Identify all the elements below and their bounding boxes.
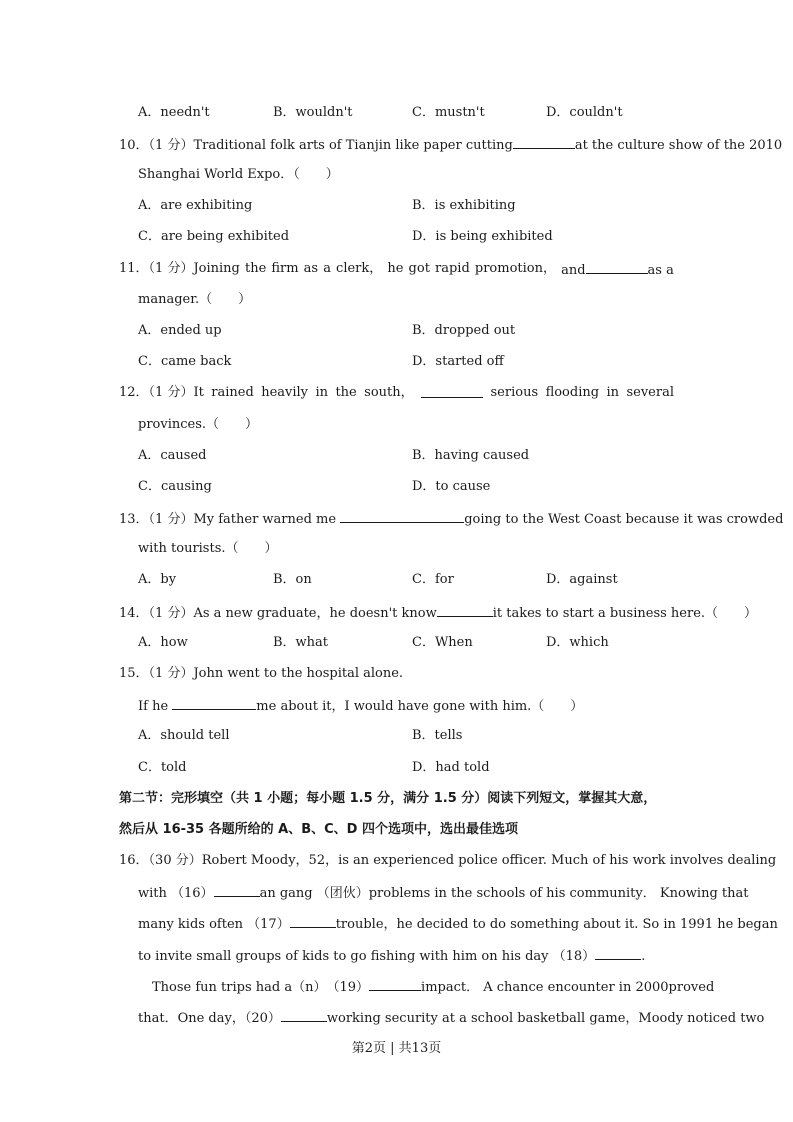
q13-option-d: D．against [546,572,618,587]
q16-blank-17 [290,914,336,928]
q16-text: many kids often （17） [138,917,290,932]
q14-option-a: A．how [138,635,188,650]
section2-heading-line1: 第二节：完形填空（共 1 小题；每小题 1.5 分，满分 1.5 分）阅读下列短文，掌握其大意， [119,791,657,806]
q11-blank [586,260,648,274]
q11-word: he [387,261,404,276]
q16-text: that．One day，（20） [138,1011,281,1026]
q11-word: 11．（1 分）Joining [119,261,240,276]
q16-text: to invite small groups of kids to go fishing with him on his day （18） [138,949,596,964]
q12-word: serious [490,385,539,400]
q9-option-a: A．needn't [138,105,210,120]
q12-word: in [315,385,328,400]
q11-option-b: B．dropped out [412,323,516,338]
q15-stem-text: If he [138,699,169,714]
q13-option-c: C．for [412,572,454,587]
q14-option-d: D．which [546,635,609,650]
q10-stem-line2: Shanghai World Expo．（ ） [138,167,339,182]
q16-passage-line6 [138,1008,764,1028]
q9-option-b: B．wouldn't [273,105,353,120]
q16-passage-line3 [138,914,778,934]
q10-stem-text-b: at the culture show of the 2010 [574,138,783,153]
q12-word: south， [364,385,414,400]
q12-option-a: A．caused [138,448,207,463]
q14-option-b: B．what [273,635,329,650]
q11-word [561,260,674,280]
q11-word: promotion， [474,261,556,276]
q12-word: the [335,385,357,400]
q14-stem-text: 14．（1 分）As a new graduate，he doesn't know [119,606,437,621]
q15-blank [172,696,256,710]
q16-blank-19 [369,977,421,991]
page-footer: 第2页 | 共13页 [351,1041,442,1056]
q11-option-a: A．ended up [138,323,222,338]
q11-word: as [303,261,319,276]
q11-option-d: D．started off [412,354,504,369]
q15-stem-line1: 15．（1 分）John went to the hospital alone. [119,666,404,681]
q12-option-c: C．causing [138,479,212,494]
q11-and: and [561,263,586,278]
q15-stem-text-b: me about it，I would have gone with him.（ ） [256,699,584,714]
q12-word: rained [211,385,254,400]
q16-text: Those fun trips had a（n） （19） [152,980,370,995]
q13-stem-line1 [119,509,783,529]
q12-option-b: B．having caused [412,448,530,463]
q10-option-b: B．is exhibiting [412,198,516,213]
q13-option-b: B．on [273,572,312,587]
q15-option-d: D．had told [412,760,490,775]
q11-word: the [244,261,267,276]
q10-blank [513,135,575,149]
q12-word: in [606,385,620,400]
q11-word: rapid [435,261,470,276]
q12-word: flooding [545,385,600,400]
q10-stem-text: 10．（1 分）Traditional folk arts of Tianjin like paper cutting [119,138,513,153]
q16-passage-line2 [138,883,748,903]
q16-text: . [641,949,646,964]
q10-option-a: A．are exhibiting [138,198,253,213]
q9-option-d: D．couldn't [546,105,623,120]
q12-word: several [626,385,674,400]
q11-stem-line2: manager.（ ） [138,292,252,307]
q16-passage-line1: 16．（30 分）Robert Moody，52，is an experienced police officer. Much of his work involves dealing [119,853,777,868]
q11-stem-line1 [119,260,674,280]
q12-stem-line1 [119,384,674,402]
q16-blank-20 [281,1008,327,1022]
q16-text: impact． A chance encounter in 2000proved [421,980,715,995]
q16-blank-16 [214,883,260,897]
q12-word: heavily [261,385,309,400]
q10-option-c: C．are being exhibited [138,229,290,244]
q13-stem-line2: with tourists.（ ） [138,541,278,556]
q12-option-d: D．to cause [412,479,491,494]
q16-passage-line5 [152,977,714,997]
section2-heading-line2: 然后从 16-35 各题所给的 A、B、C、D 四个选项中，选出最佳选项 [119,822,518,837]
q13-option-a: A．by [138,572,177,587]
q11-word: got [408,261,430,276]
q9-option-c: C．mustn't [412,105,485,120]
q13-blank [340,509,464,523]
q12-word: 12．（1 分）It [119,385,204,400]
q14-option-c: C．When [412,635,473,650]
q10-option-d: D．is being exhibited [412,229,553,244]
q16-passage-line4 [138,946,645,966]
q13-stem-text: 13．（1 分）My father warned me [119,512,337,527]
q15-option-c: C．told [138,760,187,775]
q16-text: working security at a school basketball game，Moody noticed two [326,1011,765,1026]
q11-word: clerk， [336,261,383,276]
q12-blank [421,384,483,398]
q15-option-a: A．should tell [138,728,230,743]
q15-stem-line2 [138,696,583,716]
q11-word: firm [271,261,299,276]
q16-text: an gang （团伙）problems in the schools of his community． Knowing that [259,886,749,901]
q15-option-b: B．tells [412,728,463,743]
q11-option-c: C．came back [138,354,232,369]
q10-stem-line1 [119,135,782,155]
q14-blank [437,603,493,617]
q11-word: a [323,261,331,276]
q16-text: with （16） [138,886,214,901]
q12-stem-line2: provinces.（ ） [138,417,259,432]
q11-as-a: as a [647,263,674,278]
q14-stem-line1 [119,603,757,623]
q16-text: trouble，he decided to do something about it. So in 1991 he began [335,917,778,932]
q14-stem-text-b: it takes to start a business here.（ ） [492,606,758,621]
q13-stem-text-b: going to the West Coast because it was crowded [464,512,784,527]
q16-blank-18 [595,946,641,960]
